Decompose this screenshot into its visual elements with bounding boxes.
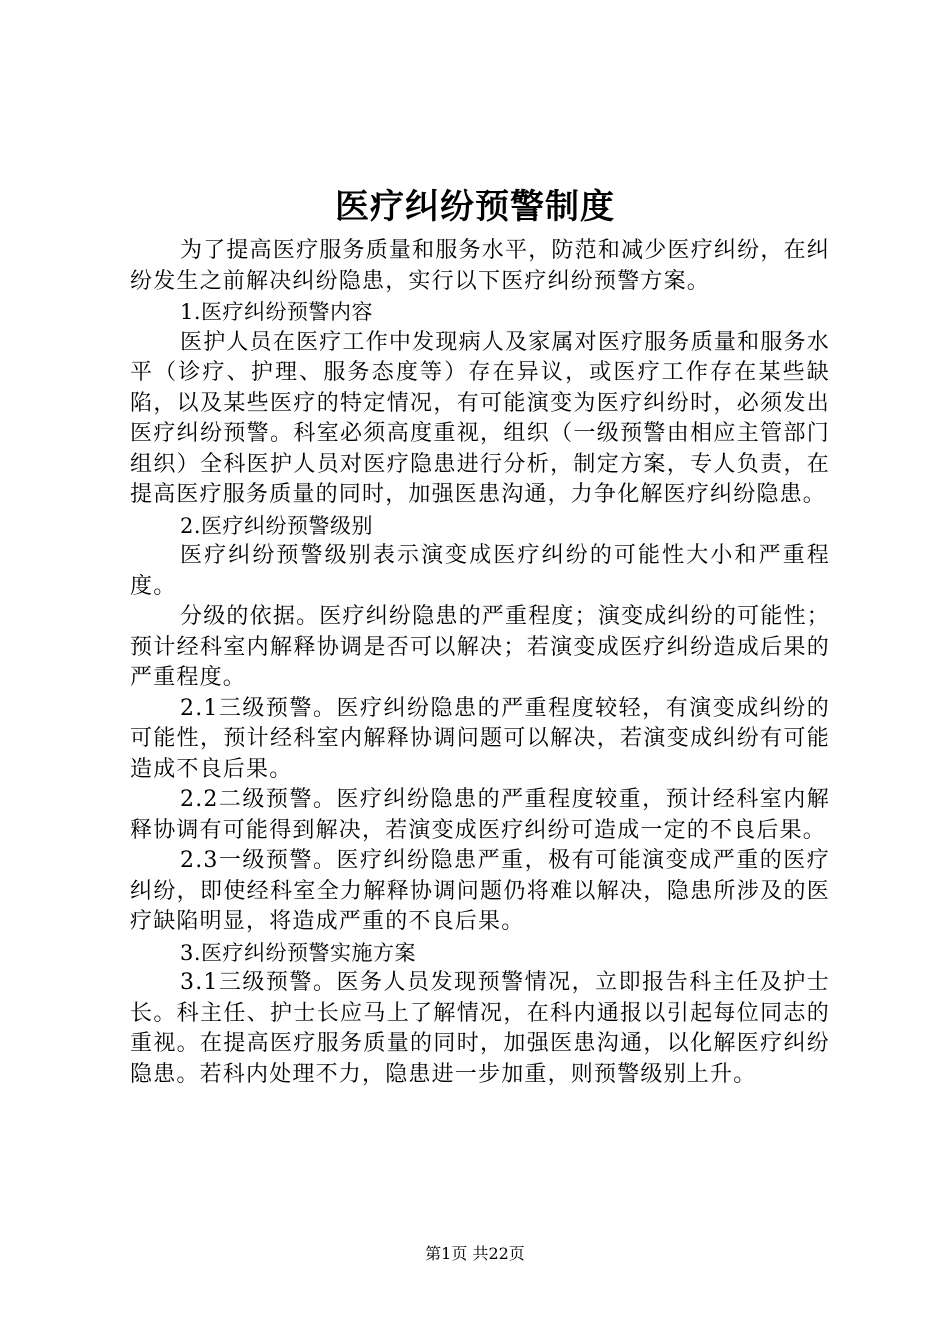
section-1-paragraph: 医护人员在医疗工作中发现病人及家属对医疗服务质量和服务水平（诊疗、护理、服务态度等）存在异议，或医疗工作存在某些缺陷，以及某些医疗的特定情况，有可能演变为医疗纠纷时，必须发出医疗纠纷预警。科室必须高度重视，组织（一级预警由相应主管部门组织）全科医护人员对医疗隐患进行分析，制定方案，专人负责，在提高医疗服务质量的同时，加强医患沟通，力争化解医疗纠纷隐患。 [130, 329, 830, 507]
section-2-heading: 2.医疗纠纷预警级别 [180, 513, 374, 538]
page-footer: 第1页 共22页 [425, 1244, 525, 1263]
document-title: 医疗纠纷预警制度 [335, 187, 615, 227]
section-2-definition: 医疗纠纷预警级别表示演变成医疗纠纷的可能性大小和严重程度。 [130, 543, 830, 599]
intro-paragraph: 为了提高医疗服务质量和服务水平，防范和减少医疗纠纷，在纠纷发生之前解决纠纷隐患，实行以下医疗纠纷预警方案。 [130, 238, 830, 294]
section-2-level-3: 2.1三级预警。医疗纠纷隐患的严重程度较轻，有演变成纠纷的可能性，预计经科室内解释协调问题可以解决，若演变成纠纷有可能造成不良后果。 [130, 695, 830, 782]
section-2-level-1: 2.3一级预警。医疗纠纷隐患严重，极有可能演变成严重的医疗纠纷，即使经科室全力解释协调问题仍将难以解决，隐患所涉及的医疗缺陷明显，将造成严重的不良后果。 [130, 848, 830, 934]
section-1-heading: 1.医疗纠纷预警内容 [180, 300, 374, 324]
section-3-heading: 3.医疗纠纷预警实施方案 [180, 940, 417, 965]
document-body [130, 236, 830, 1090]
section-2-level-2: 2.2二级预警。医疗纠纷隐患的严重程度较重，预计经科室内解释协调有可能得到解决，若演变成医疗纠纷可造成一定的不良后果。 [130, 787, 830, 843]
section-2-basis: 分级的依据。医疗纠纷隐患的严重程度；演变成纠纷的可能性；预计经科室内解释协调是否可以解决；若演变成医疗纠纷造成后果的严重程度。 [130, 604, 830, 690]
section-3-level-3: 3.1三级预警。医务人员发现预警情况，立即报告科主任及护士长。科主任、护士长应马上了解情况，在科内通报以引起每位同志的重视。在提高医疗服务质量的同时，加强医患沟通，以化解医疗纠纷隐患。若科内处理不力，隐患进一步加重，则预警级别上升。 [130, 970, 830, 1087]
